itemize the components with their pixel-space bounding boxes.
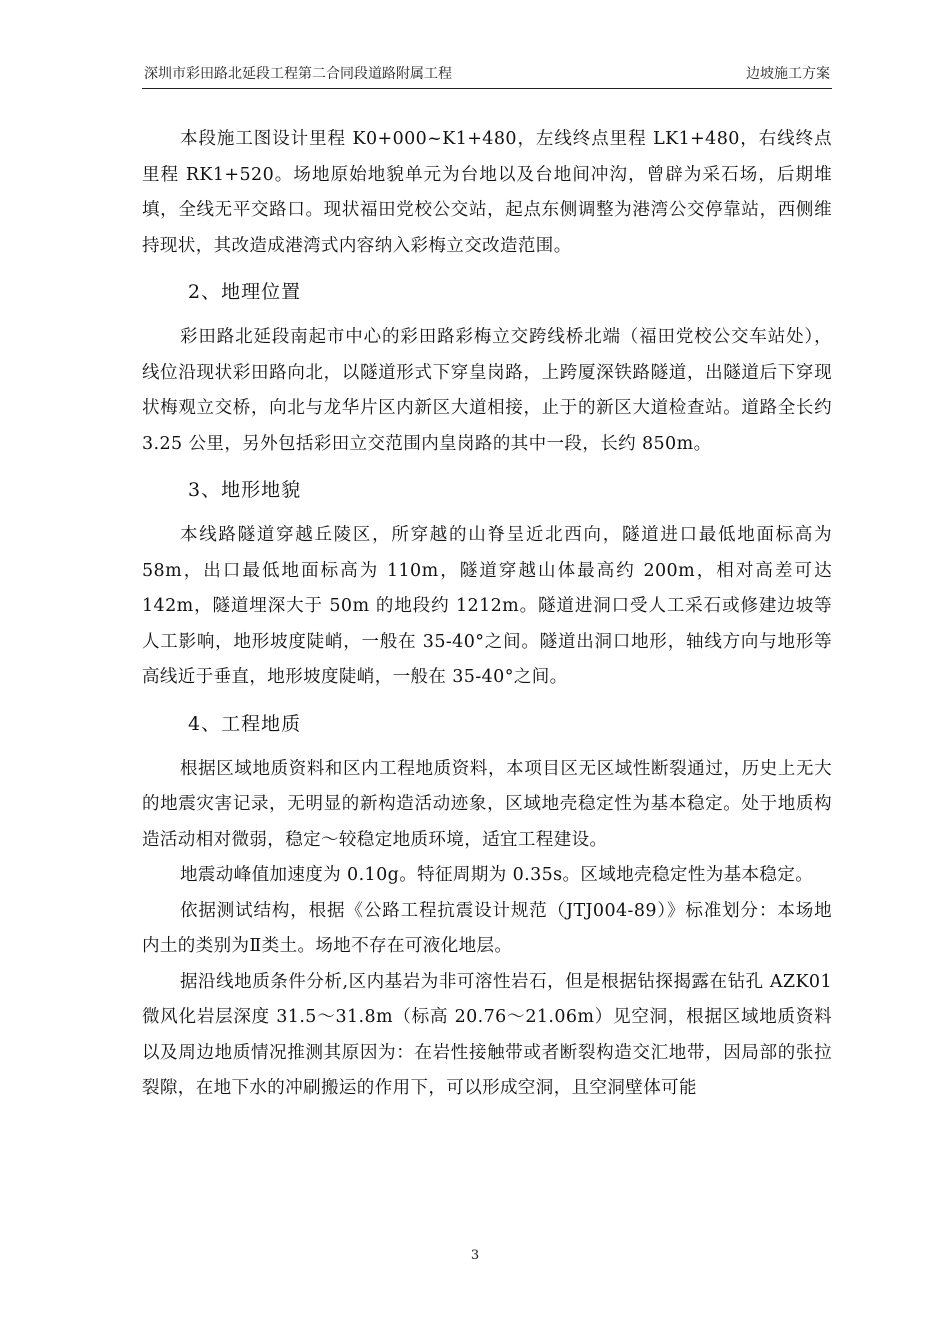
paragraph-design-mileage: 本段施工图设计里程 K0+000~K1+480，左线终点里程 LK1+480，右线终点里程 RK1+520。场地原始地貌单元为台地以及台地间冲沟，曾辟为采石场，后期堆填，全线无平交路口。现状福田党校公交站，起点东侧调整为港湾公交停靠站，西侧维持现状，其改造成港湾式内容纳入彩梅立交改造范围。 — [142, 129, 832, 256]
paragraph-soil-class: 依据测试结构，根据《公路工程抗震设计规范（JTJ004-89）》标准划分：本场地内土的类别为Ⅱ类土。场地不存在可液化地层。 — [142, 900, 832, 956]
document-body — [142, 122, 832, 1107]
page-number: 3 — [470, 1248, 480, 1263]
paragraph-cavity: 据沿线地质条件分析,区内基岩为非可溶性岩石，但是根据钻探揭露在钻孔 AZK01 微风化岩层深度 31.5～31.8m（标高 20.76～21.06m）见空洞，根据区域地质资料以及周边地质情况推测其原因为：在岩性接触带或者断裂构造交汇地带，因局部的张拉裂隙，在地下水的冲刷搬运的作用下，可以形成空洞，且空洞壁体可能 — [142, 971, 832, 1098]
header-project-title: 深圳市彩田路北延段工程第二合同段道路附属工程 — [144, 66, 452, 82]
section-heading-geology: 4、工程地质 — [188, 712, 302, 735]
section-heading-terrain: 3、地形地貌 — [188, 479, 302, 501]
paragraph-terrain: 本线路隧道穿越丘陵区，所穿越的山脊呈近北西向，隧道进口最低地面标高为 58m，出口最低地面标高为 110m，隧道穿越山体最高约 200m，相对高差可达 142m，隧道埋深大于 50m 的地段约 1212m。隧道进洞口受人工采石或修建边坡等人工影响，地形坡度陡峭，一般在 35-40°之间。隧道出洞口地形，轴线方向与地形等高线近于垂直，地形坡度陡峭，一般在 35-40°之间。 — [142, 525, 832, 687]
page-header — [142, 64, 832, 89]
paragraph-location: 彩田路北延段南起市中心的彩田路彩梅立交跨线桥北端（福田党校公交车站处），线位沿现状彩田路向北，以隧道形式下穿皇岗路，上跨厦深铁路隧道，出隧道后下穿现状梅观立交桥，向北与龙华片区内新区大道相接，止于的新区大道检查站。道路全长约 3.25 公里，另外包括彩田立交范围内皇岗路的其中一段，长约 850m。 — [142, 327, 832, 454]
paragraph-seismic: 地震动峰值加速度为 0.10g。特征周期为 0.35s。区域地壳稳定性为基本稳定。 — [180, 865, 814, 885]
header-document-title: 边坡施工方案 — [746, 66, 830, 82]
section-heading-location: 2、地理位置 — [188, 281, 302, 303]
paragraph-geology-overview: 根据区域地质资料和区内工程地质资料，本项目区无区域性断裂通过，历史上无大的地震灾害记录，无明显的新构造活动迹象，区域地壳稳定性为基本稳定。处于地质构造活动相对微弱，稳定～较稳定地质环境，适宜工程建设。 — [142, 758, 832, 850]
